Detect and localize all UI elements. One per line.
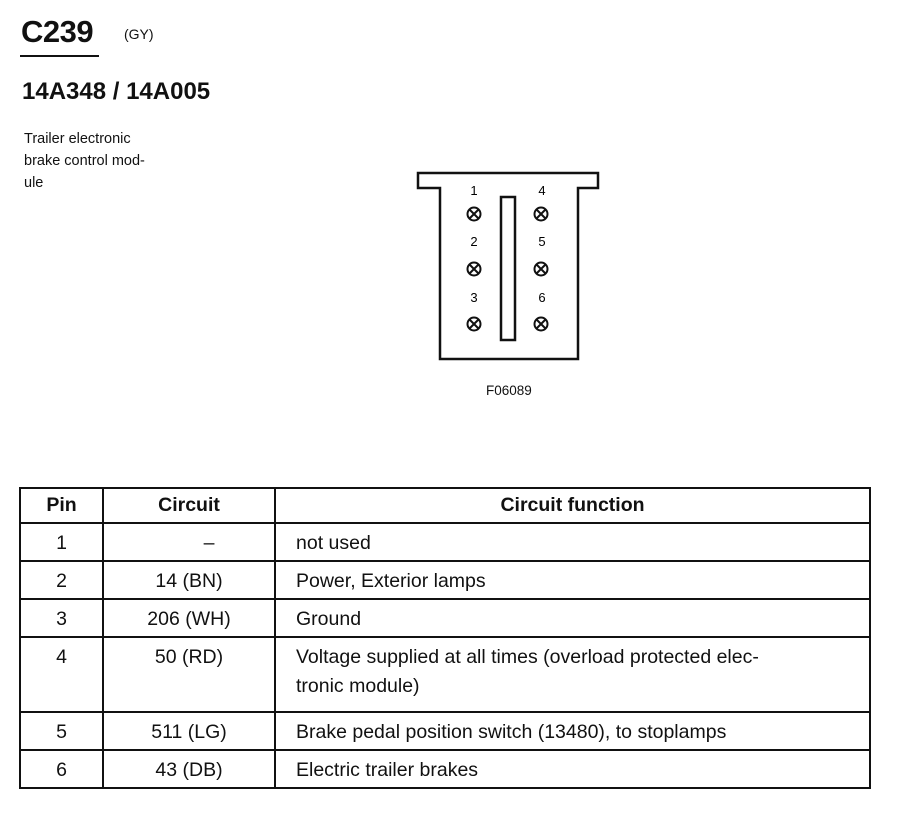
row-circuit: 43 (DB) bbox=[103, 750, 275, 788]
pin-label-3: 3 bbox=[470, 290, 478, 305]
header-circuit: Circuit bbox=[103, 488, 275, 523]
component-description: Trailer electronic brake control mod- ule bbox=[24, 131, 145, 191]
pin-terminal-2-icon bbox=[468, 263, 481, 276]
row-function: Electric trailer brakes bbox=[275, 750, 870, 788]
connector-id-underline bbox=[20, 55, 99, 57]
row-circuit bbox=[103, 523, 275, 561]
row-circuit-value: – bbox=[203, 532, 215, 554]
header-pin: Pin bbox=[20, 488, 103, 523]
row-circuit: 206 (WH) bbox=[103, 599, 275, 637]
table-row bbox=[20, 561, 870, 599]
row-function: Voltage supplied at all times (overload protected elec- tronic module) bbox=[275, 637, 870, 712]
pin-label-6: 6 bbox=[538, 290, 546, 305]
figure-id: F06089 bbox=[486, 383, 532, 398]
row-circuit: 50 (RD) bbox=[103, 637, 275, 712]
table-row bbox=[20, 523, 870, 561]
row-pin: 1 bbox=[20, 523, 103, 561]
connector-key-slot bbox=[501, 197, 515, 340]
table-row bbox=[20, 599, 870, 637]
pin-label-2: 2 bbox=[470, 234, 478, 249]
row-pin: 4 bbox=[20, 637, 103, 712]
row-pin: 3 bbox=[20, 599, 103, 637]
connector-id: C239 bbox=[21, 14, 94, 49]
pin-label-1: 1 bbox=[470, 183, 478, 198]
table-row bbox=[20, 712, 870, 750]
pin-terminal-3-icon bbox=[468, 318, 481, 331]
table-row bbox=[20, 637, 870, 712]
pin-terminal-1-icon bbox=[468, 208, 481, 221]
row-pin: 5 bbox=[20, 712, 103, 750]
connector-face-diagram bbox=[410, 165, 610, 365]
pin-terminal-6-icon bbox=[535, 318, 548, 331]
row-function: Power, Exterior lamps bbox=[275, 561, 870, 599]
row-pin: 6 bbox=[20, 750, 103, 788]
connector-color: (GY) bbox=[124, 26, 154, 42]
table-header-row bbox=[20, 488, 870, 523]
connector-housing-outline bbox=[418, 173, 598, 359]
row-pin: 2 bbox=[20, 561, 103, 599]
pin-label-5: 5 bbox=[538, 234, 546, 249]
part-numbers: 14A348 / 14A005 bbox=[22, 78, 211, 105]
row-function: not used bbox=[275, 523, 870, 561]
header-circuit-function: Circuit function bbox=[275, 488, 870, 523]
row-circuit: 511 (LG) bbox=[103, 712, 275, 750]
row-circuit: 14 (BN) bbox=[103, 561, 275, 599]
table-row bbox=[20, 750, 870, 788]
pin-label-4: 4 bbox=[538, 183, 546, 198]
pin-function-table bbox=[19, 487, 871, 789]
row-function: Ground bbox=[275, 599, 870, 637]
row-function: Brake pedal position switch (13480), to stoplamps bbox=[275, 712, 870, 750]
pin-terminal-4-icon bbox=[535, 208, 548, 221]
pin-terminal-5-icon bbox=[535, 263, 548, 276]
